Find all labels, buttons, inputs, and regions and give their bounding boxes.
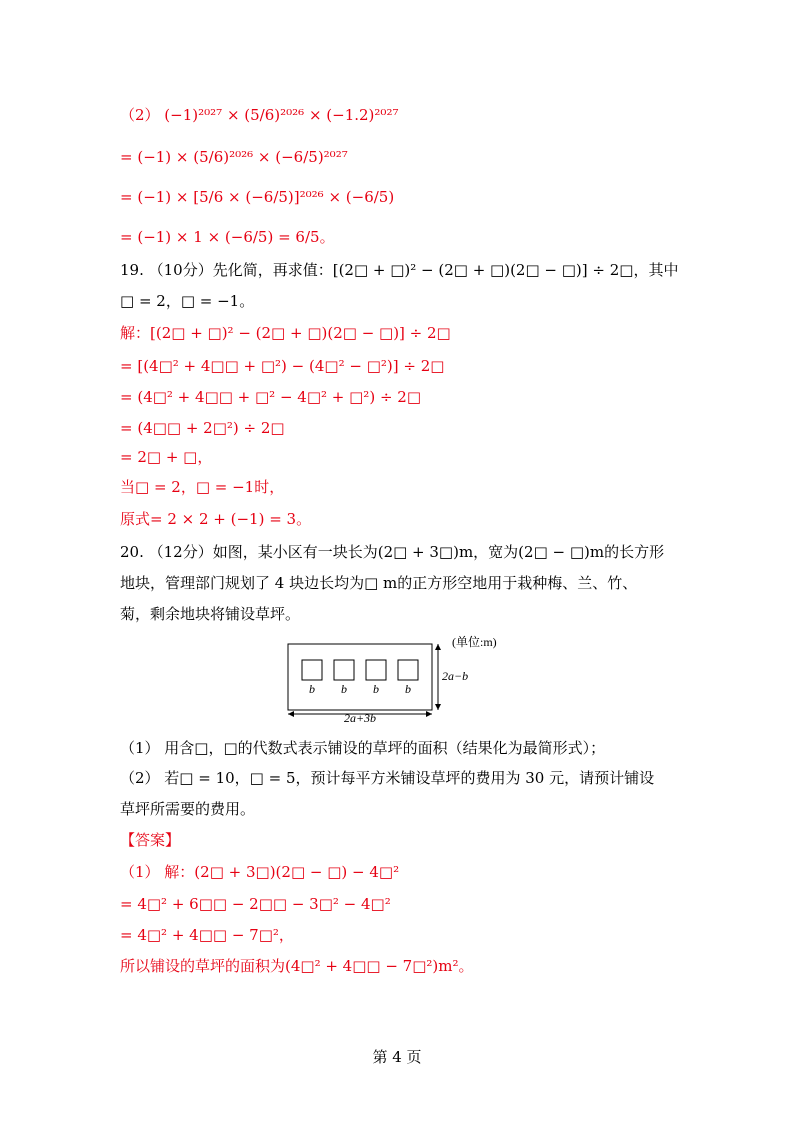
answer-20-line-2: = 4□² + 6□□ − 2□□ − 3□² − 4□² [120, 895, 391, 913]
square-label-1: b [309, 682, 315, 696]
square-4 [398, 660, 418, 680]
answer-20-line-4: 所以铺设的草坪的面积为(4□² + 4□□ − 7□²)m²。 [120, 957, 474, 975]
solution-19-line-3: = (4□² + 4□□ + □² − 4□² + □²) ÷ 2□ [120, 388, 421, 406]
height-label: 2a−b [442, 669, 469, 683]
rectangle-figure [282, 632, 522, 722]
question-20-line-1: 20. （12分）如图，某小区有一块长为(2□ + 3□)m，宽为(2□ − □)m的长方形 [120, 543, 665, 561]
square-label-2: b [341, 682, 347, 696]
square-3 [366, 660, 386, 680]
page-footer: 第 4 页 [372, 1048, 422, 1066]
question-20-part-2-line-2: 草坪所需要的费用。 [120, 800, 256, 818]
solution-19-line-2: = [(4□² + 4□□ + □²) − (4□² − □²)] ÷ 2□ [120, 357, 445, 375]
line-1: （2） (−1)²⁰²⁷ × (5/6)²⁰²⁶ × (−1.2)²⁰²⁷ [120, 106, 399, 124]
answer-20-line-3: = 4□² + 4□□ − 7□²， [120, 926, 294, 944]
solution-19-line-1: 解：[(2□ + □)² − (2□ + □)(2□ − □)] ÷ 2□ [120, 324, 451, 342]
square-2 [334, 660, 354, 680]
line-3: = (−1) × [5/6 × (−6/5)]²⁰²⁶ × (−6/5) [120, 188, 395, 206]
question-20-line-2: 地块，管理部门规划了 4 块边长均为□ m的正方形空地用于栽种梅、兰、竹、 [120, 574, 638, 592]
outer-rectangle [288, 644, 432, 710]
width-label: 2a+3b [343, 711, 377, 722]
line-4: = (−1) × 1 × (−6/5) = 6/5。 [120, 228, 335, 246]
unit-label: (单位:m) [452, 635, 497, 649]
answer-20-line-1: （1） 解：(2□ + 3□)(2□ − □) − 4□² [120, 863, 400, 881]
question-20-part-2-line-1: （2） 若□ = 10，□ = 5，预计每平方米铺设草坪的费用为 30 元，请预计铺设 [120, 769, 655, 787]
square-label-3: b [373, 682, 379, 696]
square-label-4: b [405, 682, 411, 696]
solution-19-line-6: 当□ = 2，□ = −1时， [120, 478, 285, 496]
question-20-line-3: 菊，剩余地块将铺设草坪。 [120, 605, 301, 623]
solution-19-line-5: = 2□ + □， [120, 448, 213, 466]
line-2: = (−1) × (5/6)²⁰²⁶ × (−6/5)²⁰²⁷ [120, 148, 348, 166]
solution-19-line-4: = (4□□ + 2□²) ÷ 2□ [120, 419, 285, 437]
question-20-part-1: （1） 用含□，□的代数式表示铺设的草坪的面积（结果化为最简形式）； [120, 739, 606, 757]
question-19-line-2: □ = 2，□ = −1。 [120, 292, 255, 310]
square-1 [302, 660, 322, 680]
answer-heading: 【答案】 [120, 831, 181, 849]
solution-19-line-7: 原式= 2 × 2 + (−1) = 3。 [120, 510, 312, 528]
question-19-line-1: 19. （10分）先化简，再求值：[(2□ + □)² − (2□ + □)(2□ − □)] ÷ 2□，其中 [120, 261, 679, 279]
